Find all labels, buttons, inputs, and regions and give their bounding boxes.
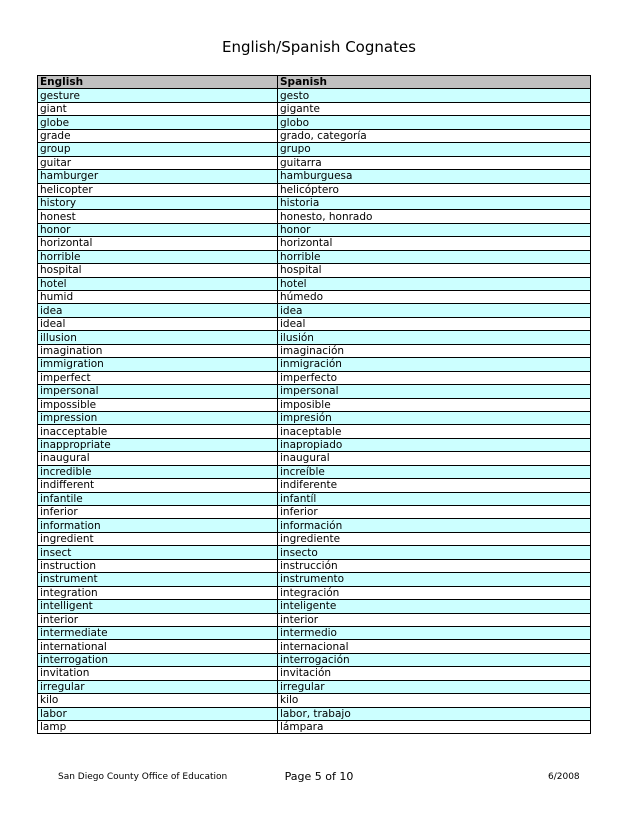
spanish-cell: inapropiado: [278, 438, 591, 451]
english-cell: interior: [38, 613, 278, 626]
spanish-cell: irregular: [278, 680, 591, 693]
spanish-cell: indiferente: [278, 479, 591, 492]
table-body: [38, 89, 591, 734]
table-row: [38, 694, 591, 707]
table-row: [38, 358, 591, 371]
spanish-cell: ingrediente: [278, 532, 591, 545]
table-row: [38, 102, 591, 115]
spanish-cell: increíble: [278, 465, 591, 478]
table-row: [38, 223, 591, 236]
english-cell: irregular: [38, 680, 278, 693]
english-cell: giant: [38, 102, 278, 115]
english-cell: ingredient: [38, 532, 278, 545]
spanish-cell: horrible: [278, 250, 591, 263]
english-cell: illusion: [38, 331, 278, 344]
english-cell: instruction: [38, 559, 278, 572]
english-cell: intelligent: [38, 600, 278, 613]
english-cell: grade: [38, 129, 278, 142]
english-cell: hotel: [38, 277, 278, 290]
spanish-cell: imposible: [278, 398, 591, 411]
spanish-cell: húmedo: [278, 291, 591, 304]
spanish-cell: imperfecto: [278, 371, 591, 384]
english-cell: indifferent: [38, 479, 278, 492]
english-cell: labor: [38, 707, 278, 720]
english-cell: inaugural: [38, 452, 278, 465]
spanish-cell: información: [278, 519, 591, 532]
table-row: [38, 170, 591, 183]
table-row: [38, 640, 591, 653]
english-cell: lamp: [38, 721, 278, 734]
english-cell: incredible: [38, 465, 278, 478]
table-row: [38, 411, 591, 424]
table-row: [38, 667, 591, 680]
spanish-cell: integración: [278, 586, 591, 599]
table-row: [38, 304, 591, 317]
english-cell: horrible: [38, 250, 278, 263]
table-row: [38, 721, 591, 734]
table-row: [38, 331, 591, 344]
spanish-cell: inmigración: [278, 358, 591, 371]
english-cell: insect: [38, 546, 278, 559]
english-cell: history: [38, 196, 278, 209]
english-cell: ideal: [38, 317, 278, 330]
table-row: [38, 492, 591, 505]
footer-date: 6/2008: [548, 772, 580, 782]
spanish-cell: insecto: [278, 546, 591, 559]
table-row: [38, 613, 591, 626]
english-cell: group: [38, 143, 278, 156]
spanish-cell: guitarra: [278, 156, 591, 169]
english-cell: impression: [38, 411, 278, 424]
english-cell: international: [38, 640, 278, 653]
spanish-cell: inteligente: [278, 600, 591, 613]
table-row: [38, 653, 591, 666]
table-row: [38, 479, 591, 492]
english-cell: intermediate: [38, 626, 278, 639]
table-row: [38, 210, 591, 223]
spanish-cell: ideal: [278, 317, 591, 330]
cognates-table: [37, 75, 591, 734]
english-cell: infantile: [38, 492, 278, 505]
table-row: [38, 143, 591, 156]
spanish-cell: hospital: [278, 264, 591, 277]
english-cell: humid: [38, 291, 278, 304]
spanish-cell: instrucción: [278, 559, 591, 572]
spanish-cell: ilusión: [278, 331, 591, 344]
table-row: [38, 344, 591, 357]
english-cell: honor: [38, 223, 278, 236]
english-cell: impossible: [38, 398, 278, 411]
spanish-cell: infantíl: [278, 492, 591, 505]
spanish-cell: inaceptable: [278, 425, 591, 438]
english-cell: guitar: [38, 156, 278, 169]
table-row: [38, 532, 591, 545]
spanish-cell: interior: [278, 613, 591, 626]
english-cell: idea: [38, 304, 278, 317]
spanish-cell: inferior: [278, 506, 591, 519]
table-row: [38, 519, 591, 532]
table-row: [38, 707, 591, 720]
table-row: [38, 277, 591, 290]
column-header-english: English: [38, 76, 278, 89]
footer-page-number: Page 5 of 10: [284, 770, 354, 783]
spanish-cell: kilo: [278, 694, 591, 707]
english-cell: information: [38, 519, 278, 532]
table-row: [38, 438, 591, 451]
table-row: [38, 264, 591, 277]
table-row: [38, 559, 591, 572]
english-cell: hospital: [38, 264, 278, 277]
spanish-cell: gigante: [278, 102, 591, 115]
english-cell: inappropriate: [38, 438, 278, 451]
spanish-cell: horizontal: [278, 237, 591, 250]
table-row: [38, 385, 591, 398]
english-cell: gesture: [38, 89, 278, 102]
table-row: [38, 89, 591, 102]
spanish-cell: honor: [278, 223, 591, 236]
spanish-cell: gesto: [278, 89, 591, 102]
english-cell: invitation: [38, 667, 278, 680]
table-row: [38, 452, 591, 465]
spanish-cell: historia: [278, 196, 591, 209]
table-row: [38, 317, 591, 330]
spanish-cell: hotel: [278, 277, 591, 290]
spanish-cell: grupo: [278, 143, 591, 156]
english-cell: inacceptable: [38, 425, 278, 438]
english-cell: kilo: [38, 694, 278, 707]
spanish-cell: helicóptero: [278, 183, 591, 196]
table-row: [38, 398, 591, 411]
spanish-cell: instrumento: [278, 573, 591, 586]
table-row: [38, 600, 591, 613]
english-cell: impersonal: [38, 385, 278, 398]
english-cell: interrogation: [38, 653, 278, 666]
spanish-cell: hamburguesa: [278, 170, 591, 183]
table-row: [38, 250, 591, 263]
english-cell: imperfect: [38, 371, 278, 384]
english-cell: imagination: [38, 344, 278, 357]
table-header-row: [38, 76, 591, 89]
table-row: [38, 116, 591, 129]
english-cell: horizontal: [38, 237, 278, 250]
english-cell: helicopter: [38, 183, 278, 196]
english-cell: immigration: [38, 358, 278, 371]
table-row: [38, 183, 591, 196]
table-row: [38, 506, 591, 519]
english-cell: instrument: [38, 573, 278, 586]
footer-organization: San Diego County Office of Education: [58, 772, 228, 782]
table-row: [38, 465, 591, 478]
spanish-cell: lámpara: [278, 721, 591, 734]
english-cell: integration: [38, 586, 278, 599]
spanish-cell: idea: [278, 304, 591, 317]
spanish-cell: honesto, honrado: [278, 210, 591, 223]
table-row: [38, 291, 591, 304]
spanish-cell: invitación: [278, 667, 591, 680]
english-cell: hamburger: [38, 170, 278, 183]
table-row: [38, 196, 591, 209]
spanish-cell: imaginación: [278, 344, 591, 357]
spanish-cell: inaugural: [278, 452, 591, 465]
english-cell: honest: [38, 210, 278, 223]
spanish-cell: internacional: [278, 640, 591, 653]
english-cell: globe: [38, 116, 278, 129]
spanish-cell: impresión: [278, 411, 591, 424]
table-row: [38, 586, 591, 599]
column-header-spanish: Spanish: [278, 76, 591, 89]
spanish-cell: labor, trabajo: [278, 707, 591, 720]
table-row: [38, 425, 591, 438]
spanish-cell: interrogación: [278, 653, 591, 666]
table-row: [38, 156, 591, 169]
table-row: [38, 129, 591, 142]
table-row: [38, 680, 591, 693]
table-row: [38, 626, 591, 639]
spanish-cell: impersonal: [278, 385, 591, 398]
table-row: [38, 237, 591, 250]
table-row: [38, 371, 591, 384]
page-title: English/Spanish Cognates: [221, 38, 416, 56]
table-row: [38, 546, 591, 559]
english-cell: inferior: [38, 506, 278, 519]
spanish-cell: globo: [278, 116, 591, 129]
spanish-cell: grado, categoría: [278, 129, 591, 142]
spanish-cell: intermedio: [278, 626, 591, 639]
table-row: [38, 573, 591, 586]
